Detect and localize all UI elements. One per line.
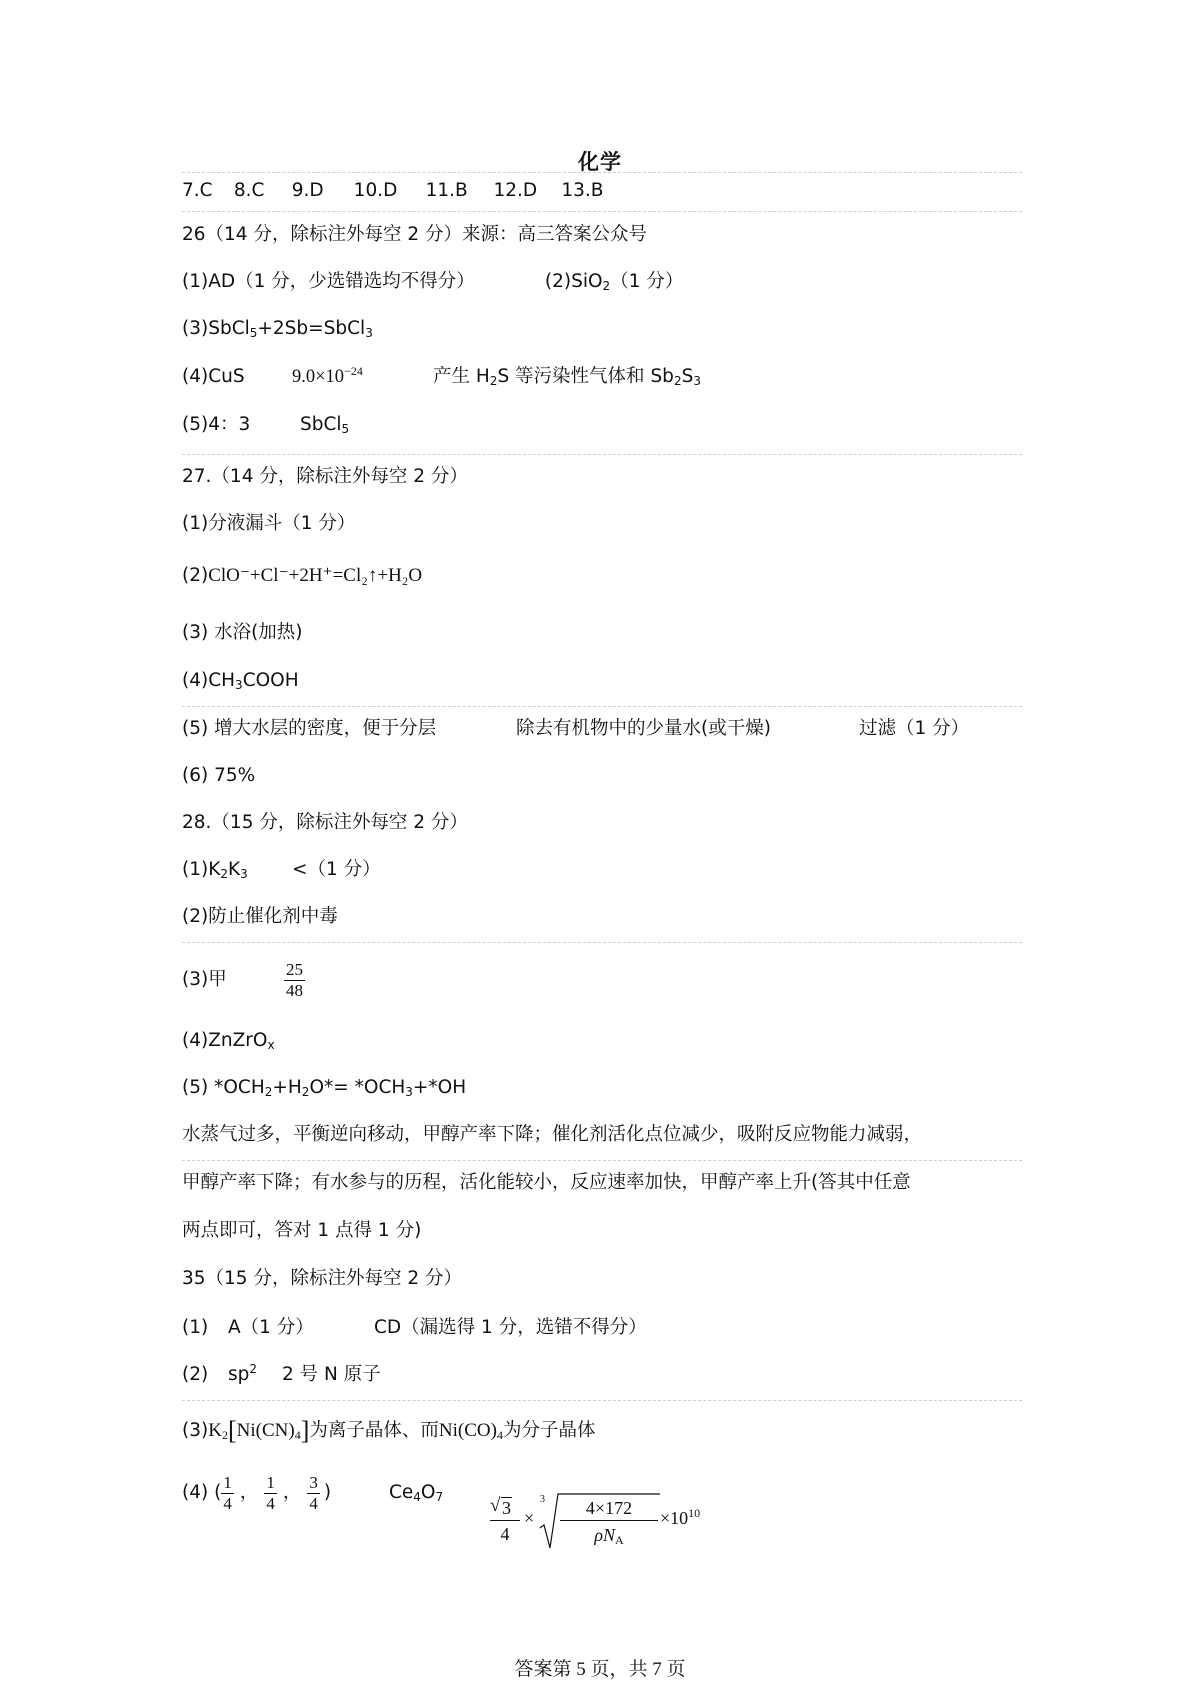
lattice-formula: √ 3 4 × 3 4×172 $\rho N_A$ $\times 10^{10}$ (490, 1492, 690, 1558)
q26-answer-4: (4)CuS $9.0\times 10^{-24}$ 产生 $H_2S$ 等污染性气体和 $Sb_2S_3$ (182, 364, 701, 388)
q35-answer-4: (4) ( $\frac{1}{4}$ ， $\frac{1}{4}$ ， $\frac{3}{4}$ ) $Ce_4O_7$ (182, 1472, 444, 1513)
q28-answer-2: (2)防止催化剂中毒 (182, 906, 338, 927)
q28-answer-3: (3)甲 $\frac{25}{48}$ (182, 959, 303, 1000)
divider (182, 211, 1022, 212)
fraction: $\frac{3}{4}$ (309, 1472, 318, 1513)
q35-header: 35（15 分，除标注外每空 2 分） (182, 1268, 462, 1289)
q28-explanation-line: 甲醇产率下降；有水参与的历程，活化能较小，反应速率加快，甲醇产率上升(答其中任意 (182, 1172, 911, 1193)
choice-answer: 12.D (493, 180, 538, 201)
fraction: √ 3 4 (490, 1494, 520, 1545)
page-footer: 答案第 5 页，共 7 页 (514, 1659, 686, 1680)
choice-answer: 10.D (353, 180, 398, 201)
q26-header: 26（14 分，除标注外每空 2 分）来源：高三答案公众号 (182, 224, 647, 245)
q27-answer-5: (5) 增大水层的密度，便于分层 除去有机物中的少量水(或干燥) 过滤（1 分） (182, 718, 970, 739)
divider (182, 172, 1022, 173)
choice-answer: 8.C (233, 180, 265, 201)
divider (182, 942, 1022, 943)
q27-answer-1: (1)分液漏斗（1 分） (182, 513, 356, 534)
q35-answer-3: $(3)K_2[Ni(CN)_4]$为离子晶体、而$Ni(CO)_4$为分子晶体 (182, 1416, 596, 1445)
q35-answer-2: (2) $sp^2$ 2 号 N 原子 (182, 1362, 381, 1385)
ionic-equation: ClO⁻+Cl⁻+2H⁺=Cl₂↑+H₂O (208, 565, 423, 586)
divider (182, 1400, 1022, 1401)
q28-explanation-line: 水蒸气过多，平衡逆向移动，甲醇产率下降；催化剂活化点位减少，吸附反应物能力减弱， (182, 1124, 923, 1145)
q27-answer-2: (2)ClO⁻+Cl⁻+2H⁺=Cl₂↑+H₂O (182, 565, 423, 586)
q28-answer-4: (4)ZnZrO$_x$ (182, 1030, 275, 1052)
formula-k2-ni-cn4: $K_2[Ni(CN)_4]$ (208, 1416, 310, 1445)
choice-answers (182, 180, 603, 202)
fraction: $\frac{25}{48}$ (286, 959, 303, 1000)
q28-header: 28.（15 分，除标注外每空 2 分） (182, 812, 468, 833)
q27-answer-3: (3) 水浴(加热) (182, 622, 303, 643)
q26-answer-5: (5)4：3 SbCl$_5$ (182, 414, 350, 436)
q27-header: 27.（14 分，除标注外每空 2 分） (182, 466, 468, 487)
divider (182, 1160, 1022, 1161)
choice-answer: 7.C (182, 180, 213, 201)
q26-answer-3: (3)SbCl$_5$+2Sb=SbCl$_3$ (182, 318, 373, 340)
choice-answer: 11.B (425, 180, 468, 201)
choice-answer: 9.D (291, 180, 324, 201)
q28-explanation-line: 两点即可，答对 1 点得 1 分) (182, 1220, 422, 1241)
q26-answer-1: (1)AD（1 分，少选错选均不得分） (2)SiO$_2$（1 分） (182, 271, 684, 293)
q27-answer-4: $(4)CH_3COOH$ (182, 670, 299, 692)
formula-ni-co4: $Ni(CO)_4$ (438, 1420, 503, 1442)
page-title: 化学 (578, 150, 622, 174)
fraction: $\frac{1}{4}$ (223, 1472, 232, 1513)
fraction: $\frac{1}{4}$ (266, 1472, 275, 1513)
q27-answer-6: (6) 75% (182, 765, 256, 786)
q28-answer-1: $(1)K_2K_3 <(1$ 分） (182, 859, 381, 881)
q28-answer-5: (5) $*OCH_2+H_2O*= *OCH_3+*OH$ (182, 1077, 467, 1099)
divider (182, 454, 1022, 455)
divider (182, 706, 1022, 707)
choice-answer: 13.B (561, 180, 604, 201)
q35-answer-1: (1) A（1 分） CD（漏选得 1 分，选错不得分） (182, 1317, 647, 1338)
fraction: 4×172 $\rho N_A$ (560, 1496, 658, 1547)
